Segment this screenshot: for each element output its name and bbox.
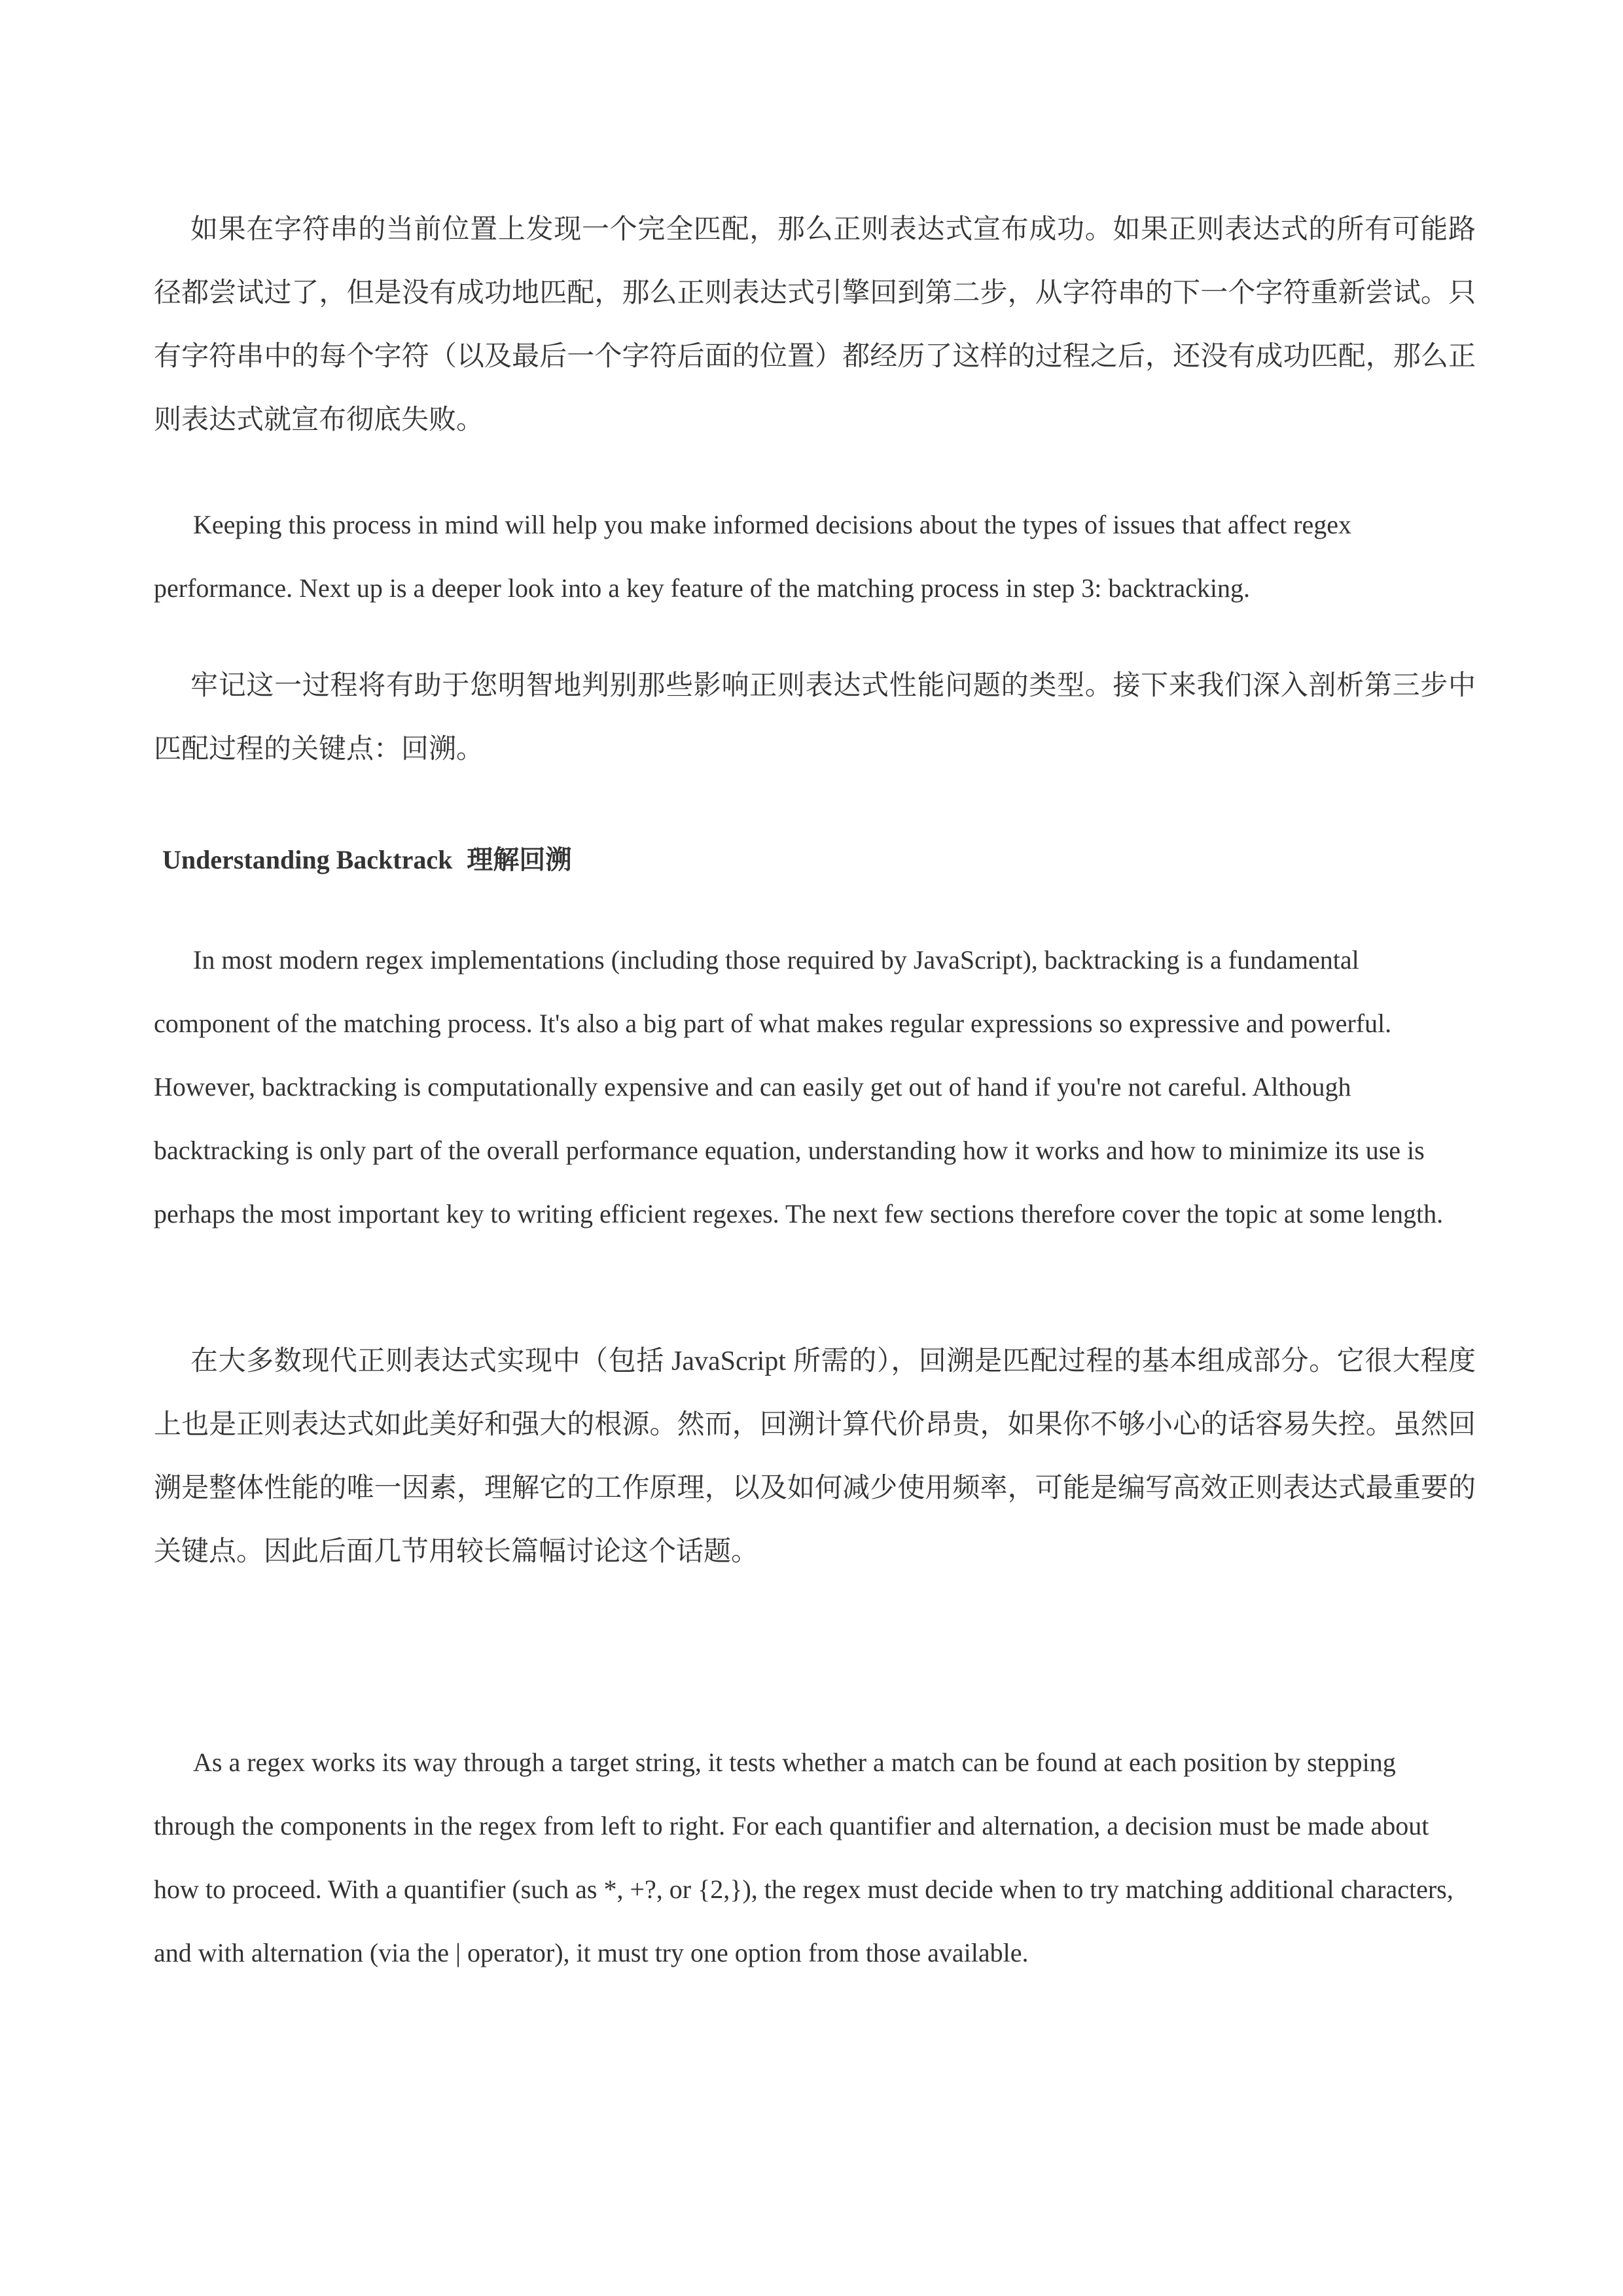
paragraph-english-process-in-mind: Keeping this process in mind will help you make informed decisions about the types of issues that affect regex performance. Next up is a deeper look into a key feature of the matching process in step 3: backtracking. <box>154 510 1351 603</box>
paragraph-chinese-backtracking-intro: 在大多数现代正则表达式实现中（包括 JavaScript 所需的），回溯是匹配过程的基本组成部分。它很大程度上也是正则表达式如此美好和强大的根源。然而，回溯计算代价昂贵，如果你不够小心的话容易失控。虽然回溯是整体性能的唯一因素，理解它的工作原理，以及如何减少使用频率，可能是编写高效正则表达式最重要的关键点。因此后面几节用较长篇幅讨论这个话题。 <box>154 1346 1476 1567</box>
section-heading-chinese: 理解回溯 <box>467 845 572 874</box>
section-heading-english: Understanding Backtrack <box>162 845 453 874</box>
paragraph-chinese-process-in-mind: 牢记这一过程将有助于您明智地判别那些影响正则表达式性能问题的类型。接下来我们深入剖析第三步中匹配过程的关键点：回溯。 <box>154 671 1476 764</box>
section-heading <box>162 828 571 891</box>
paragraph-chinese-regex-success: 如果在字符串的当前位置上发现一个完全匹配，那么正则表达式宣布成功。如果正则表达式的所有可能路径都尝试过了，但是没有成功地匹配，那么正则表达式引擎回到第二步，从字符串的下一个字符重新尝试。只有字符串中的每个字符（以及最后一个字符后面的位置）都经历了这样的过程之后，还没有成功匹配，那么正则表达式就宣布彻底失败。 <box>154 215 1476 435</box>
paragraph-english-regex-works: As a regex works its way through a target string, it tests whether a match can be found at each position by stepping through the components in the regex from left to right. For each quantifier and alternation, a decision must be made about how to proceed. With a quantifier (such as *, +?, or {2,}), the regex must decide when to try matching additional characters, and with alternation (via the | operator), it must try one option from those available. <box>154 1748 1454 1967</box>
paragraph-english-backtracking-intro: In most modern regex implementations (including those required by JavaScript), backtracking is a fundamental component of the matching process. It's also a big part of what makes regular expressions so expressive and powerful. However, backtracking is computationally expensive and can easily get out of hand if you're not careful. Although backtracking is only part of the overall performance equation, understanding how it works and how to minimize its use is perhaps the most important key to writing efficient regexes. The next few sections therefore cover the topic at some length. <box>154 945 1444 1229</box>
